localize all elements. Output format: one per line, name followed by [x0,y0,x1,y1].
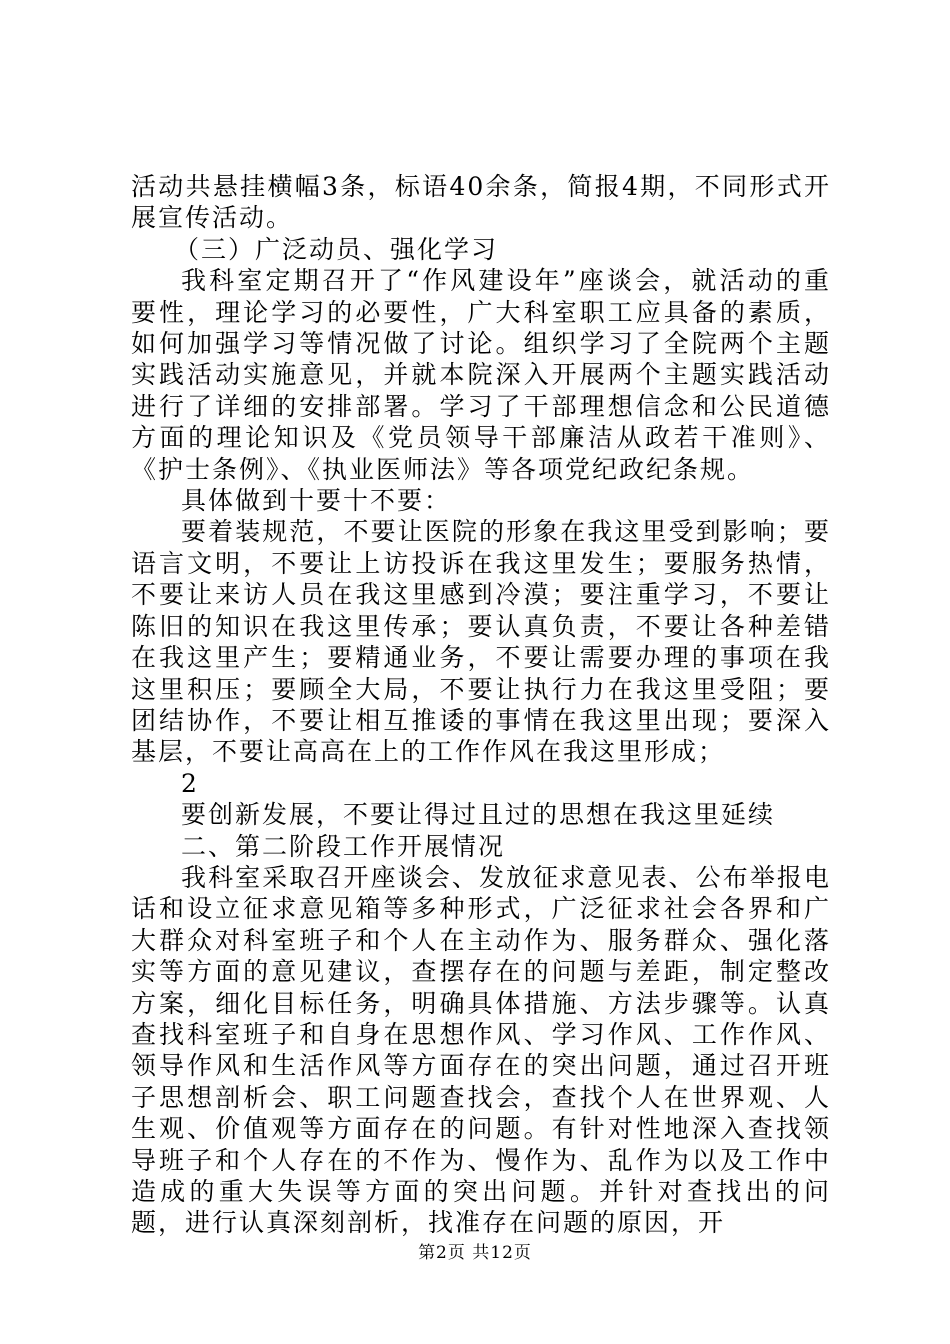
document-body [131,171,831,1239]
section-heading-phase-two: 二、第二阶段工作开展情况 [181,831,506,861]
section-heading-mobilize-study: （三）广泛动员、强化学习 [174,234,499,264]
paragraph-innovation: 要创新发展，不要让得过且过的思想在我这里延续 [181,800,776,830]
page-footer: 第2页 共12页 [418,1243,532,1263]
paragraph-forum-study: 我科室定期召开了“作风建设年”座谈会，就活动的重要性，理论学习的必要性，广大科室职工应具备的素质，如何加强学习等情况做了讨论。组织学习了全院两个主题实践活动实施意见，并就本院深入开展两个主题实践活动进行了详细的安排部署。学习了干部理想信念和公民道德方面的理论知识及《党员领导干部廉洁从政若干准则》、《护士条例》、《执业医师法》等各项党纪政纪条规。 [131,266,831,484]
paragraph-ten-dos-list: 要着装规范，不要让医院的形象在我这里受到影响；要语言文明，不要让上访投诉在我这里发生；要服务热情，不要让来访人员在我这里感到冷漠；要注重学习，不要让陈旧的知识在我这里传承；要认真负责，不要让各种差错在我这里产生；要精通业务，不要让需要办理的事项在我这里积压；要顾全大局，不要让执行力在我这里受阻；要团结协作，不要让相互推诿的事情在我这里出现；要深入基层，不要让高高在上的工作作风在我这里形成； [131,517,831,767]
paragraph-publicity-summary: 活动共悬挂横幅3条，标语40余条，简报4期，不同形式开展宣传活动。 [131,172,831,233]
paragraph-phase-two-work: 我科室采取召开座谈会、发放征求意见表、公布举报电话和设立征求意见箱等多种形式，广泛征求社会各界和广大群众对科室班子和个人在主动作为、服务群众、强化落实等方面的意见建议，查摆存在的问题与差距，制定整改方案，细化目标任务，明确具体措施、方法步骤等。认真查找科室班子和自身在思想作风、学习作风、工作作风、领导作风和生活作风等方面存在的突出问题，通过召开班子思想剖析会、职工问题查找会，查找个人在世界观、人生观、价值观等方面存在的问题。有针对性地深入查找领导班子和个人存在的不作为、慢作为、乱作为以及工作中造成的重大失误等方面的突出问题。并针对查找出的问题，进行认真深刻剖析，找准存在问题的原因，开 [131,862,831,1238]
inline-page-number: 2 [181,768,197,798]
paragraph-ten-dos-intro: 具体做到十要十不要： [181,486,452,516]
